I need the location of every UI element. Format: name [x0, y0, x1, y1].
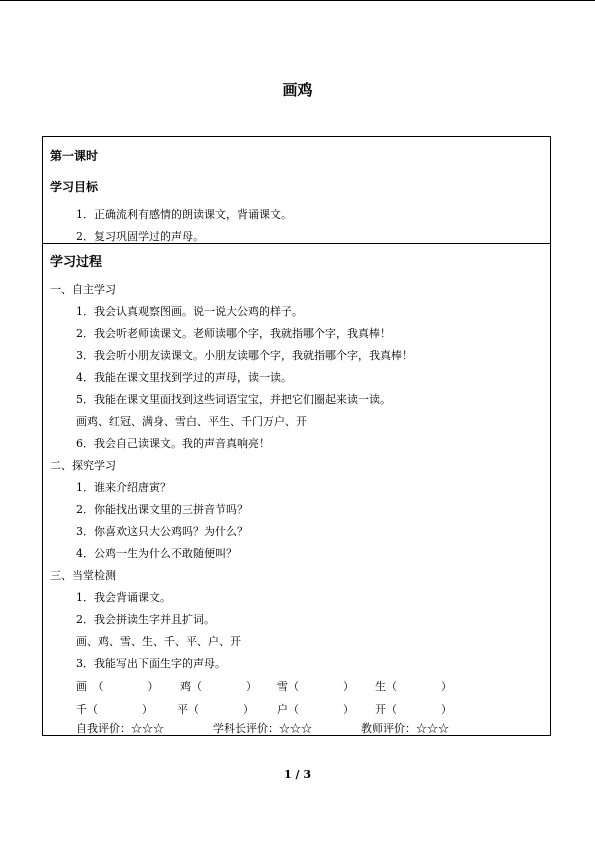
section-title: 三、当堂检测	[50, 569, 116, 582]
word-list: 画、鸡、雪、生、千、平、户、开	[76, 635, 241, 648]
list-item: 4．公鸡一生为什么不敢随便叫？	[76, 547, 237, 560]
list-item: 4．我能在课文里找到学过的声母，读一读。	[76, 371, 292, 384]
list-item: 1．我会背诵课文。	[76, 591, 171, 604]
list-item: 3．你喜欢这只大公鸡吗？为什么？	[76, 525, 248, 538]
word-list: 画鸡、红冠、满身、雪白、平生、千门万户、开	[76, 415, 307, 428]
blank-initial: 雪（ ）	[277, 680, 354, 693]
teacher-evaluation: 教师评价：☆☆☆	[361, 722, 449, 735]
process-heading: 学习过程	[50, 255, 103, 270]
section-divider	[43, 243, 550, 244]
page-title: 画鸡	[282, 81, 313, 99]
blank-initial: 画 （ ）	[76, 680, 159, 693]
self-evaluation: 自我评价：☆☆☆	[76, 722, 164, 735]
goal-item: 2．复习巩固学过的声母。	[76, 230, 204, 243]
blank-initial: 户（ ）	[277, 703, 354, 716]
list-item: 2．我会拼读生字并且扩词。	[76, 613, 215, 626]
list-item: 1．谁来介绍唐寅？	[76, 481, 171, 494]
top-rule	[0, 0, 595, 1]
leader-evaluation: 学科长评价：☆☆☆	[213, 722, 312, 735]
blank-initial: 生（ ）	[375, 680, 452, 693]
lesson-label: 第一课时	[50, 149, 99, 163]
goals-heading: 学习目标	[50, 180, 99, 194]
blank-initial: 千（ ）	[76, 703, 153, 716]
section-title: 二、探究学习	[50, 459, 116, 472]
lesson-table	[42, 136, 551, 736]
list-item: 1．我会认真观察图画。说一说大公鸡的样子。	[76, 305, 303, 318]
list-item: 3．我会听小朋友读课文。小朋友读哪个字，我就指哪个字，我真棒！	[76, 349, 413, 362]
list-item: 2．我会听老师读课文。老师读哪个字，我就指哪个字，我真棒！	[76, 327, 391, 340]
list-item: 2．你能找出课文里的三拼音节吗？	[76, 503, 248, 516]
page-number: 1 / 3	[284, 768, 311, 781]
list-item: 3．我能写出下面生字的声母。	[76, 657, 226, 670]
blank-initial: 鸡（ ）	[180, 680, 257, 693]
list-item: 6．我会自己读课文。我的声音真响亮！	[76, 437, 270, 450]
blank-initial: 平（ ）	[177, 703, 254, 716]
list-item: 5．我能在课文里面找到这些词语宝宝，并把它们圈起来读一读。	[76, 393, 391, 406]
section-title: 一、自主学习	[50, 283, 116, 296]
goal-item: 1．正确流利有感情的朗读课文，背诵课文。	[76, 208, 292, 221]
blank-initial: 开（ ）	[375, 703, 452, 716]
